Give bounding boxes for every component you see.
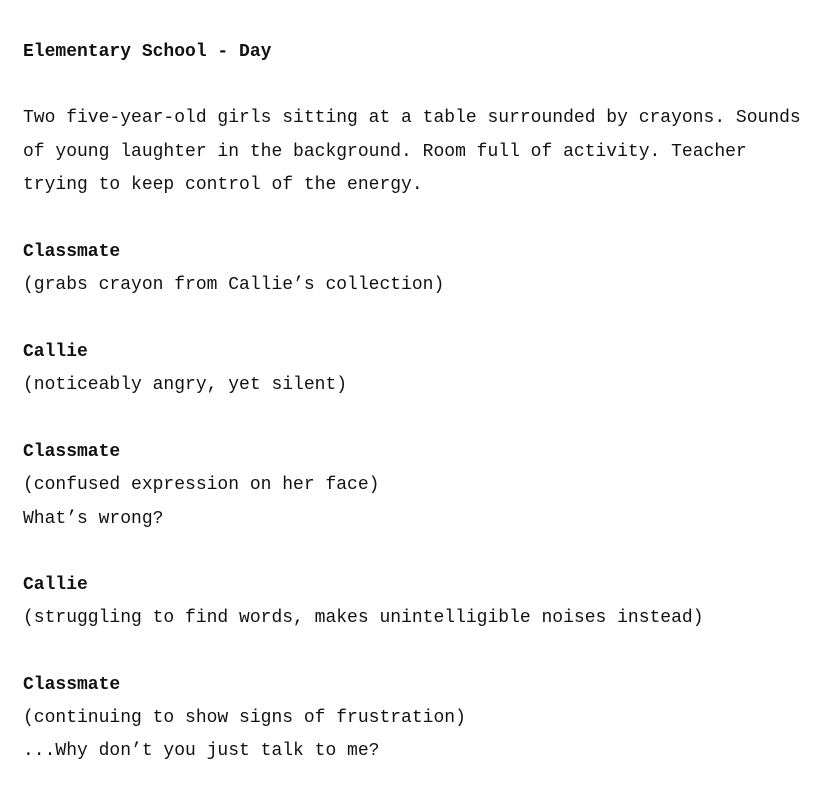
parenthetical: (struggling to find words, makes unintelligible noises instead) — [23, 608, 704, 628]
character-name: Callie — [23, 342, 88, 362]
parenthetical: (confused expression on her face) — [23, 475, 380, 495]
action-line: trying to keep control of the energy. — [23, 175, 423, 195]
scene-heading: Elementary School - Day — [23, 42, 272, 62]
character-name: Classmate — [23, 442, 121, 462]
character-name: Classmate — [23, 242, 121, 262]
parenthetical: (noticeably angry, yet silent) — [23, 375, 348, 395]
character-name: Classmate — [23, 675, 121, 695]
parenthetical: (grabs crayon from Callie’s collection) — [23, 275, 445, 295]
parenthetical: (continuing to show signs of frustration) — [23, 708, 466, 728]
dialogue: ...Why don’t you just talk to me? — [23, 741, 380, 761]
character-name: Callie — [23, 575, 88, 595]
action-line: of young laughter in the background. Room full of activity. Teacher — [23, 142, 747, 162]
action-line: Two five-year-old girls sitting at a table surrounded by crayons. Sounds — [23, 108, 801, 128]
dialogue: What’s wrong? — [23, 509, 164, 529]
